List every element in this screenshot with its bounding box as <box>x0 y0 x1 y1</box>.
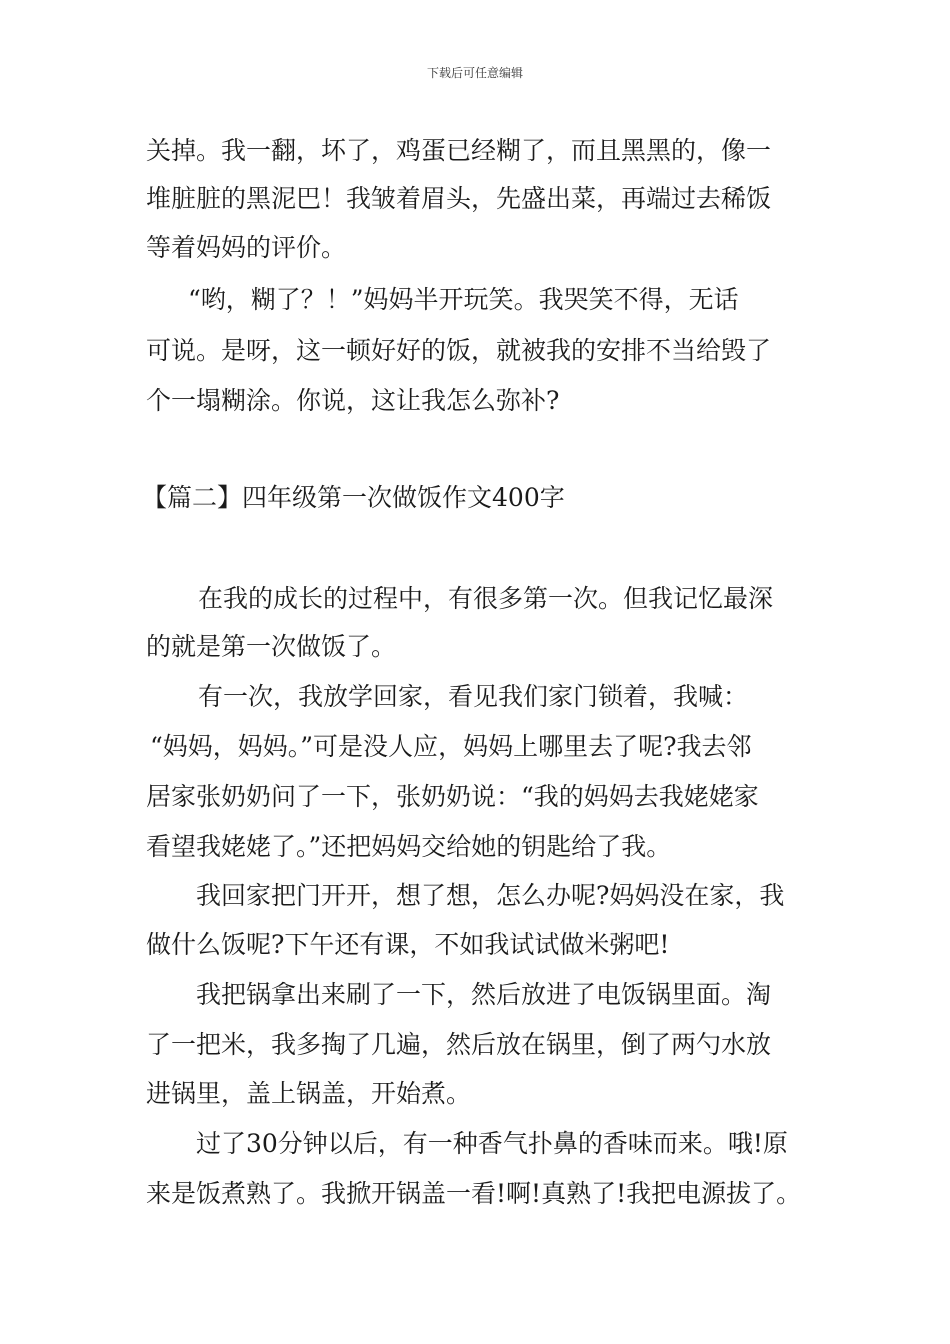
text-line: 了一把米，我多掏了几遍，然后放在锅里，倒了两勺水放 <box>146 1030 772 1059</box>
text-line: 进锅里，盖上锅盖，开始煮。 <box>146 1079 472 1108</box>
text-line: 看望我姥姥了。”还把妈妈交给她的钥匙给了我。 <box>146 832 672 861</box>
text-line: 过了30分钟以后，有一种香气扑鼻的香味而来。哦!原 <box>196 1129 788 1158</box>
section-title: 【篇二】四年级第一次做饭作文400字 <box>142 483 565 512</box>
text-line: 可说。是呀，这一顿好好的饭，就被我的安排不当给毁了 <box>146 336 772 365</box>
text-line: “妈妈，妈妈。”可是没人应，妈妈上哪里去了呢?我去邻 <box>150 732 752 761</box>
page-header-note: 下载后可任意编辑 <box>426 66 523 80</box>
text-line: 在我的成长的过程中，有很多第一次。但我记忆最深 <box>198 584 774 613</box>
text-line: 来是饭煮熟了。我掀开锅盖一看!啊!真熟了!我把电源拔了。 <box>146 1179 802 1208</box>
text-line: 居家张奶奶问了一下，张奶奶说：“我的妈妈去我姥姥家 <box>146 782 759 811</box>
text-line: 我回家把门开开，想了想，怎么办呢?妈妈没在家，我 <box>196 881 785 910</box>
text-line: 我把锅拿出来刷了一下，然后放进了电饭锅里面。淘 <box>196 980 772 1009</box>
text-line: 堆脏脏的黑泥巴！我皱着眉头，先盛出菜，再端过去稀饭 <box>146 184 772 213</box>
text-line: 等着妈妈的评价。 <box>146 233 347 262</box>
text-line: 关掉。我一翻，坏了，鸡蛋已经糊了，而且黑黑的，像一 <box>146 136 772 165</box>
text-line: “哟，糊了？！”妈妈半开玩笑。我哭笑不得，无话 <box>188 285 739 314</box>
text-line: 的就是第一次做饭了。 <box>146 632 397 661</box>
text-line: 个一塌糊涂。你说，这让我怎么弥补? <box>146 386 560 415</box>
text-line: 做什么饭呢?下午还有课，不如我试试做米粥吧! <box>146 930 670 959</box>
text-line: 有一次，我放学回家，看见我们家门锁着，我喊： <box>198 682 749 711</box>
